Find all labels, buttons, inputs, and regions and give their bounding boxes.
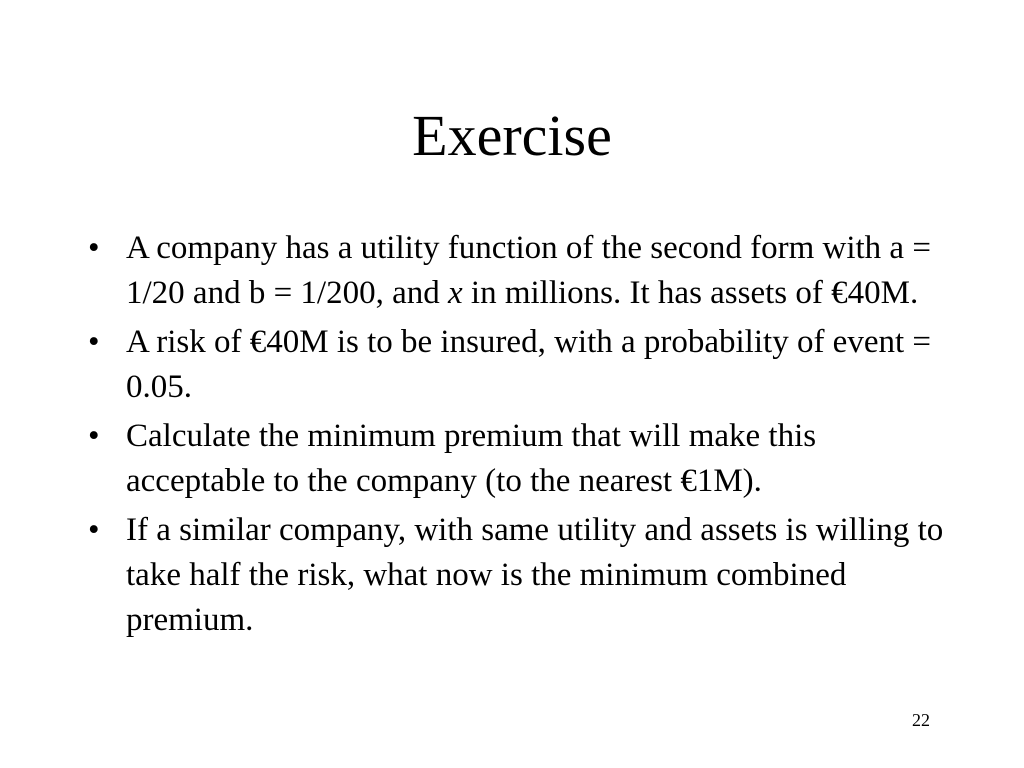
bullet-text: A risk of €40M is to be insured, with a probability of event = 0.05. [126, 324, 932, 405]
variable-x: x [448, 275, 463, 311]
bullet-icon: • [88, 324, 100, 360]
bullet-text: If a similar company, with same utility and assets is willing to take half the risk, what now is the minimum combined premium. [126, 512, 944, 638]
bullet-item [84, 414, 944, 504]
bullet-item [84, 508, 944, 643]
bullet-item [84, 320, 944, 410]
slide-title: Exercise [412, 103, 612, 168]
bullet-list [84, 226, 944, 647]
bullet-icon: • [88, 230, 100, 266]
bullet-icon: • [88, 418, 100, 454]
bullet-item [84, 226, 944, 316]
bullet-text: A company has a utility function of the second form with a = 1/20 and b = 1/200, and x in millions. It has assets of €40M. [126, 230, 931, 311]
page-number: 22 [912, 710, 930, 730]
bullet-icon: • [88, 512, 100, 548]
bullet-text: Calculate the minimum premium that will make this acceptable to the company (to the nearest €1M). [126, 418, 817, 499]
